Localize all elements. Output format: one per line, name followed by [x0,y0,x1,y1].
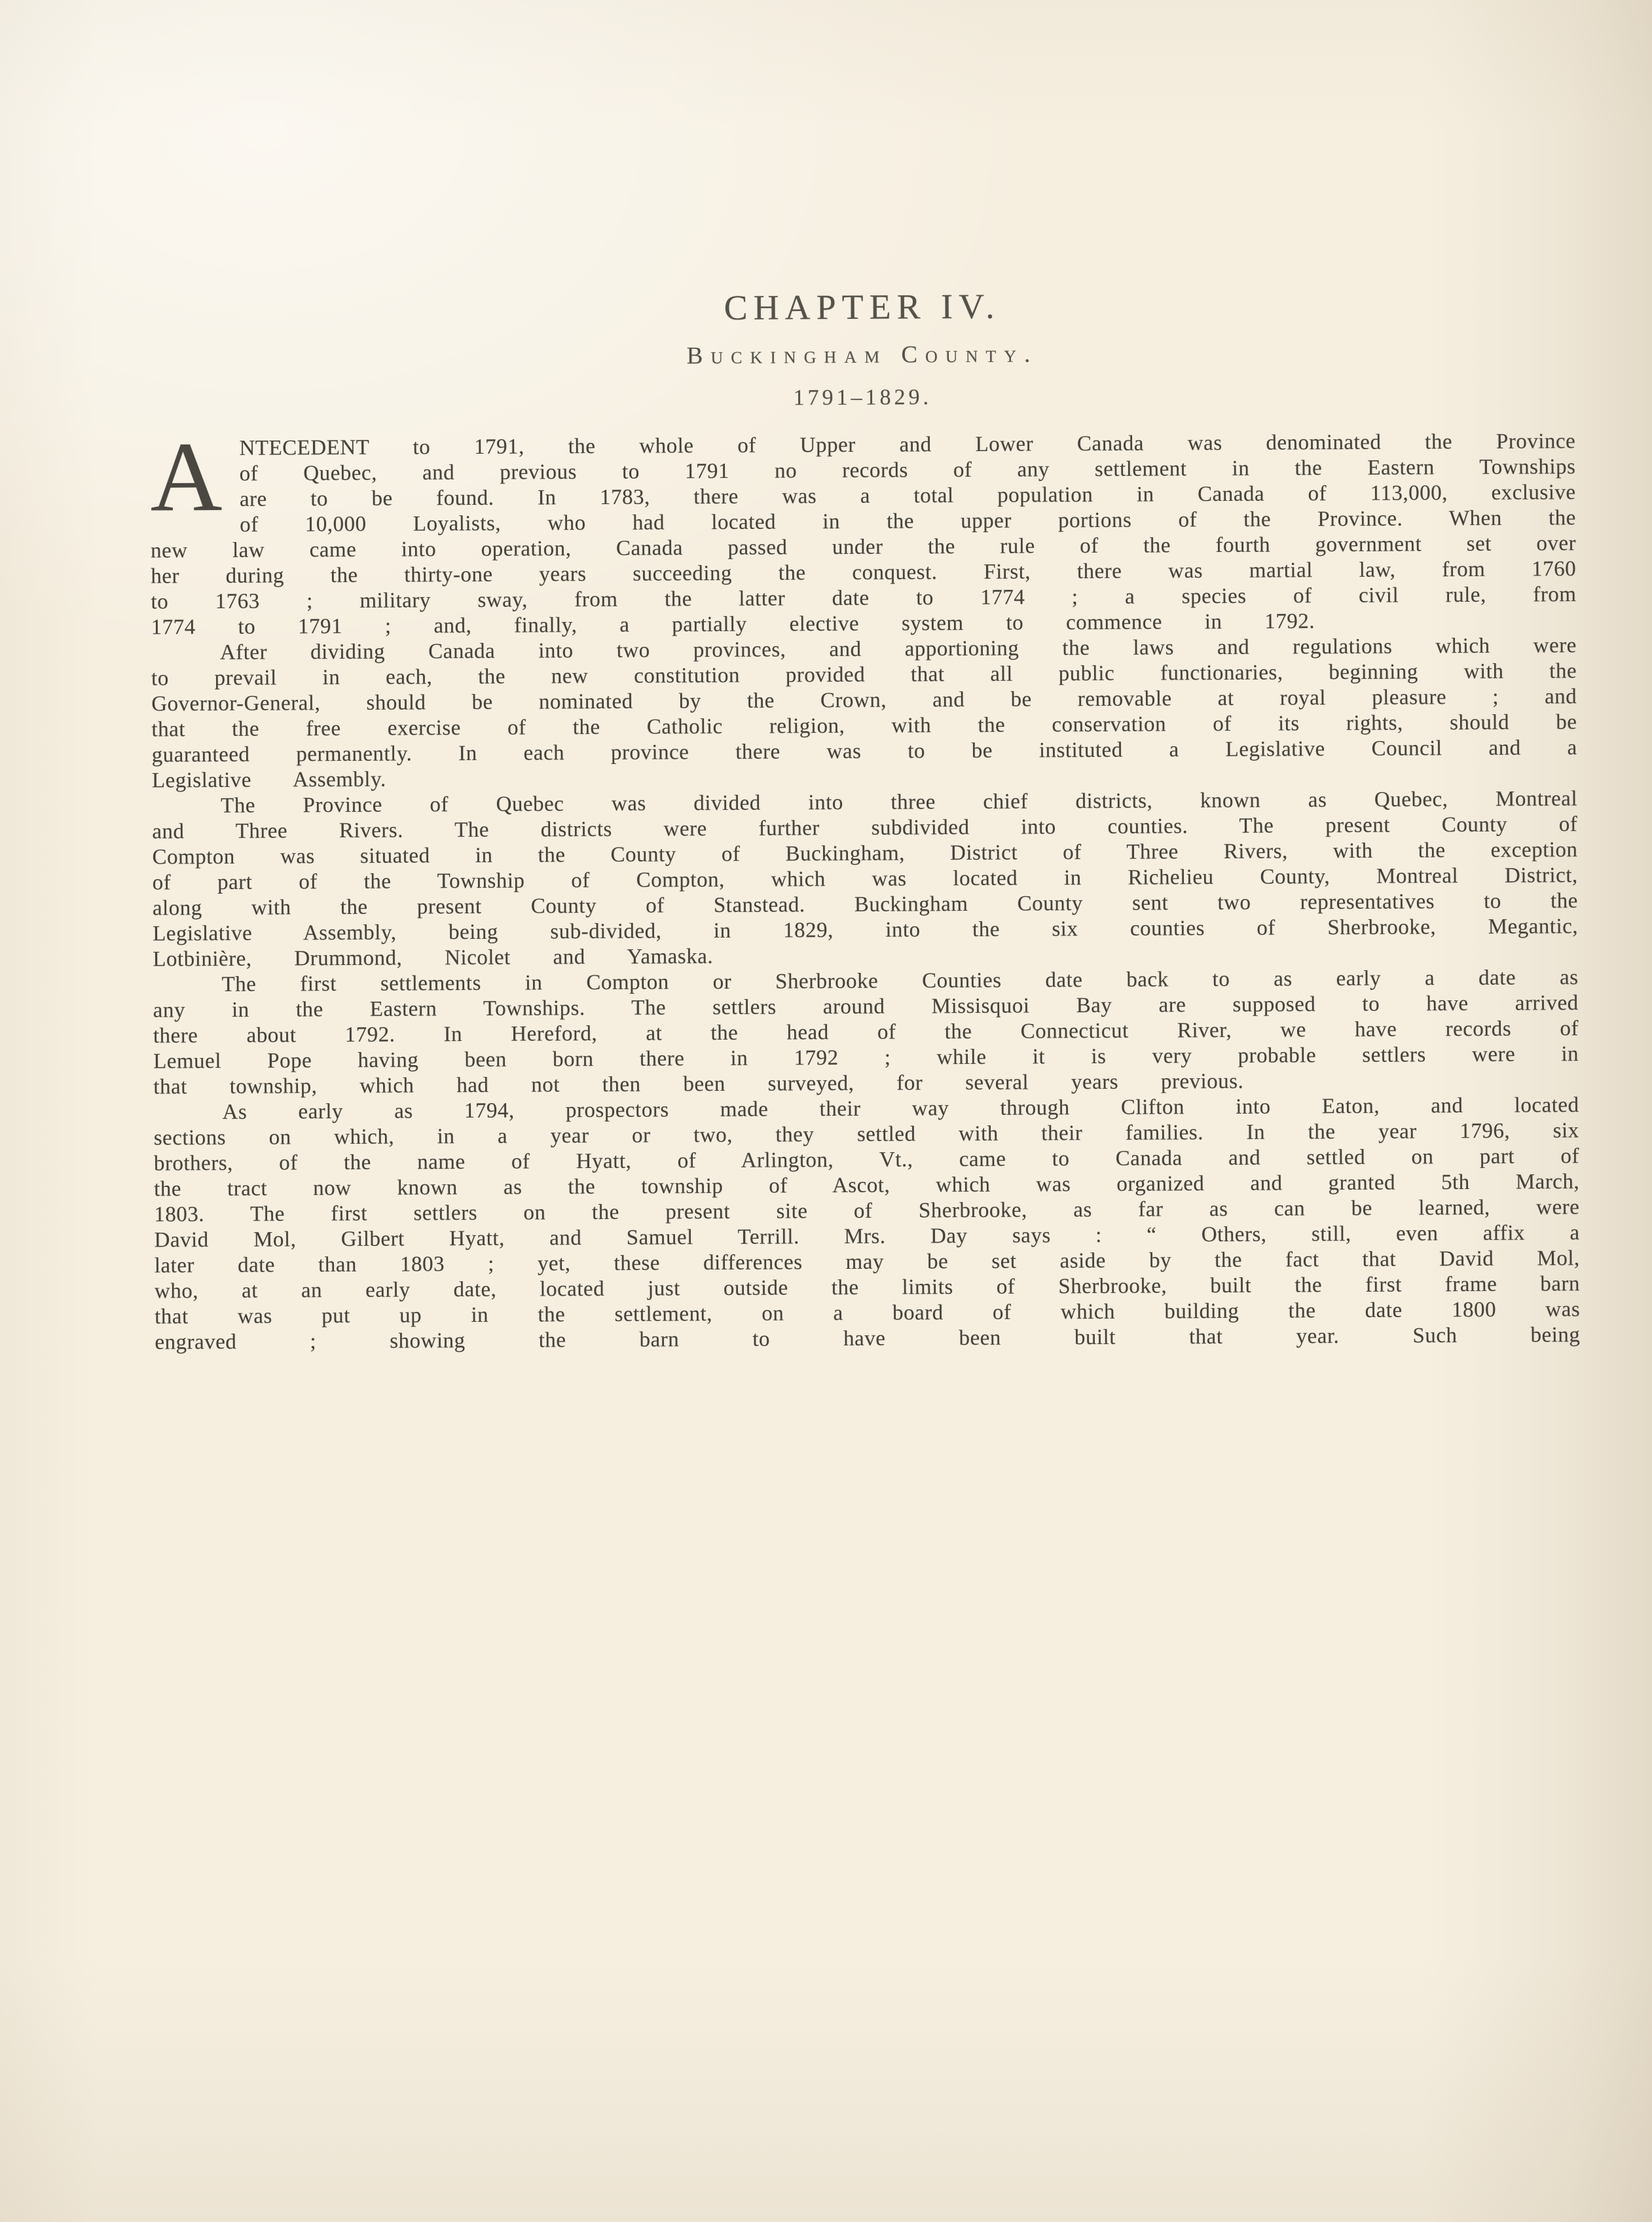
chapter-title: CHAPTER IV. [724,286,1000,327]
article [150,421,1581,1355]
date-range: 1791–1829. [793,385,932,410]
paragraph: As early as 1794, prospectors made their way through Clifton into Eaton, and located sections on which, in a year or two, they settled with their families. In the year 1796, six brothers, of the name of Hyatt, of Arlington, Vt., came to Canada and settled on part of the tract now known as the township of Ascot, which was organized and granted 5th March, 1803. The first settlers on the present site of Sherbrooke, as far as can be learned, were David Mol, Gilbert Hyatt, and Samuel Terrill. Mrs. Day says : “ Others, still, even affix a later date than 1803 ; yet, these differences may be set aside by the fact that David Mol, who, at an early date, located just outside the limits of Sherbrooke, built the first frame barn that was put up in the settlement, on a board of which building the date 1800 was engraved ; showing the barn to have been built that year. Such being [153,1093,1581,1355]
drop-cap-letter: A [150,421,223,532]
paragraph: The Province of Quebec was divided into three chief districts, known as Quebec, Montreal and Three Rivers. The districts were further subdivided into counties. The present County of Compton was situated in the County of Buckingham, District of Three Rivers, with the exception of part of the Township of Compton, which was located in Richelieu County, Montreal District, along with the present County of Stanstead. Buckingham County sent two representatives to the Legislative Assembly, being sub-divided, in 1829, into the six counties of Sherbrooke, Megantic, Lotbinière, Drummond, Nicolet and Yamaska. [152,787,1579,972]
paragraph: After dividing Canada into two provinces, and apportioning the laws and regulations which were to prevail in each, the new constitution provided that all public functionaries, beginning with the Governor-General, should be nominated by the Crown, and be removable at royal pleasure ; and that the free exercise of the Catholic religion, with the conservation of its rights, should be guaranteed permanently. In each province there was to be instituted a Legislative Council and a Legislative Assembly. [151,634,1577,793]
paragraph: ANTECEDENT to 1791, the whole of Upper and Lower Canada was denominated the Province of Quebec, and previous to 1791 no records of any settlement in the Eastern Townships are to be found. In 1783, there was a total population in Canada of 113,000, exclusive of 10,000 Loyalists, who had located in the upper portions of the Province. When the new law came into operation, Canada passed under the rule of the fourth government set over her during the thirty-one years succeeding the conquest. First, there was martial law, from 1760 to 1763 ; military sway, from the latter date to 1774 ; a species of civil rule, from 1774 to 1791 ; and, finally, a partially elective system to commence in 1792. [150,421,1577,640]
section-title: Buckingham County. [686,340,1038,370]
paragraph: The first settlements in Compton or Sherbrooke Counties date back to as early a date as any in the Eastern Townships. The settlers around Missisquoi Bay are supposed to have arrived there about 1792. In Hereford, at the head of the Connecticut River, we have records of Lemuel Pope having been born there in 1792 ; while it is very probable settlers were in that township, which had not then been surveyed, for several years previous. [153,966,1579,1099]
page-content [149,285,1580,1355]
